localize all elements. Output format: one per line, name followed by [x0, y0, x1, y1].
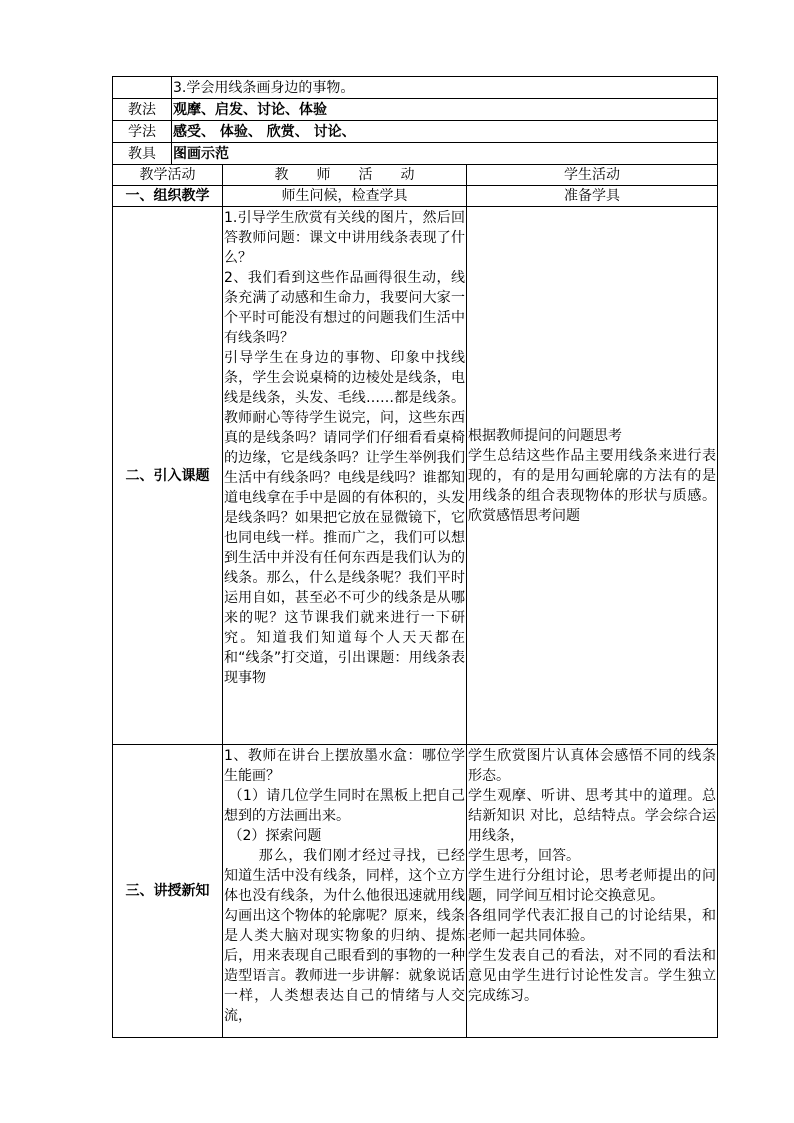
section-student-activity: 学生欣赏图片认真体会感悟不同的线条形态。 学生观摩、听讲、思考其中的道理。总结新知识 对比，总结特点。学会综合运用线条， 学生思考，回答。 学生进行分组讨论，思考老师提出的问题，同学间互相讨论交换意见。 各组同学代表汇报自己的讨论结果，和老师一起共同体验。 学生发表自己的看法，对不同的看法和意见由学生进行讨论性发言。学生独立完成练习。 [467, 745, 718, 1038]
col-header-activity: 教学活动 [113, 165, 223, 186]
learning-method-value: 感受、 体验、 欣赏、 讨论、 [172, 121, 718, 143]
table-row [113, 77, 718, 99]
learning-method-label: 学法 [113, 121, 172, 143]
objective-text: 3.学会用线条画身边的事物。 [172, 77, 718, 99]
section-teacher-activity: 1.引导学生欣赏有关线的图片，然后回答教师问题：课文中讲用线条表现了什么？ 2、我们看到这些作品画得很生动，线条充满了动感和生命力，我要问大家一个平时可能没有想过的问题我们生活中有线条吗？ 引导学生在身边的事物、印象中找线条，学生会说桌椅的边棱处是线条，电线是线条，头发、毛线……都是线条。教师耐心等待学生说完，问，这些东西真的是线条吗？请同学们仔细看看桌椅的边缘，它是线条吗？让学生举例我们生活中有线条吗？电线是线吗？谁都知道电线拿在手中是圆的有体积的，头发是线条吗？如果把它放在显微镜下，它也同电线一样。推而广之，我们可以想到生活中并没有任何东西是我们认为的线条。那么，什么是线条呢？我们平时运用自如，甚至必不可少的线条是从哪来的呢？这节课我们就来进行一下研究。知道我们知道每个人天天都在和“线条”打交道，引出课题：用线条表现事物 [223, 207, 467, 745]
section-title: 三、讲授新知 [113, 745, 223, 1038]
teaching-method-label: 教法 [113, 99, 172, 121]
column-header-row [113, 165, 718, 186]
section-row-organize [113, 186, 718, 207]
section-teacher-activity: 1、教师在讲台上摆放墨水盒：哪位学生能画？ （1）请几位学生同时在黑板上把自己想到的方法画出来。 （2）探索问题 那么，我们刚才经过寻找，已经知道生活中没有线条，同样，这个立方体也没有线条，为什么他很迅速就用线勾画出这个物体的轮廓呢？原来，线条是人类大脑对现实物象的归纳、提炼后，用来表现自己眼看到的事物的一种造型语言。教师进一步讲解：就象说话一样，人类想表达自己的情绪与人交流， [223, 745, 467, 1038]
header-label [113, 77, 172, 99]
section-title: 二、引入课题 [113, 207, 223, 745]
section-title: 一、组织教学 [113, 186, 223, 207]
section-student-activity: 根据教师提问的问题思考 学生总结这些作品主要用线条来进行表现的，有的是用勾画轮廓的方法有的是用线条的组合表现物体的形状与质感。欣赏感悟思考问题 [467, 207, 718, 745]
teaching-aids-label: 教具 [113, 143, 172, 165]
table-row [113, 99, 718, 121]
teaching-aids-value: 图画示范 [172, 143, 718, 165]
teaching-method-value: 观摩、启发、讨论、体验 [172, 99, 718, 121]
col-header-teacher: 教 师 活 动 [223, 165, 467, 186]
table-row [113, 143, 718, 165]
col-header-student: 学生活动 [467, 165, 718, 186]
section-teacher-activity: 师生问候，检查学具 [223, 186, 467, 207]
section-row-introduce [113, 207, 718, 745]
section-student-activity: 准备学具 [467, 186, 718, 207]
table-row [113, 121, 718, 143]
lesson-plan-table [112, 76, 718, 1038]
section-row-new-knowledge [113, 745, 718, 1038]
